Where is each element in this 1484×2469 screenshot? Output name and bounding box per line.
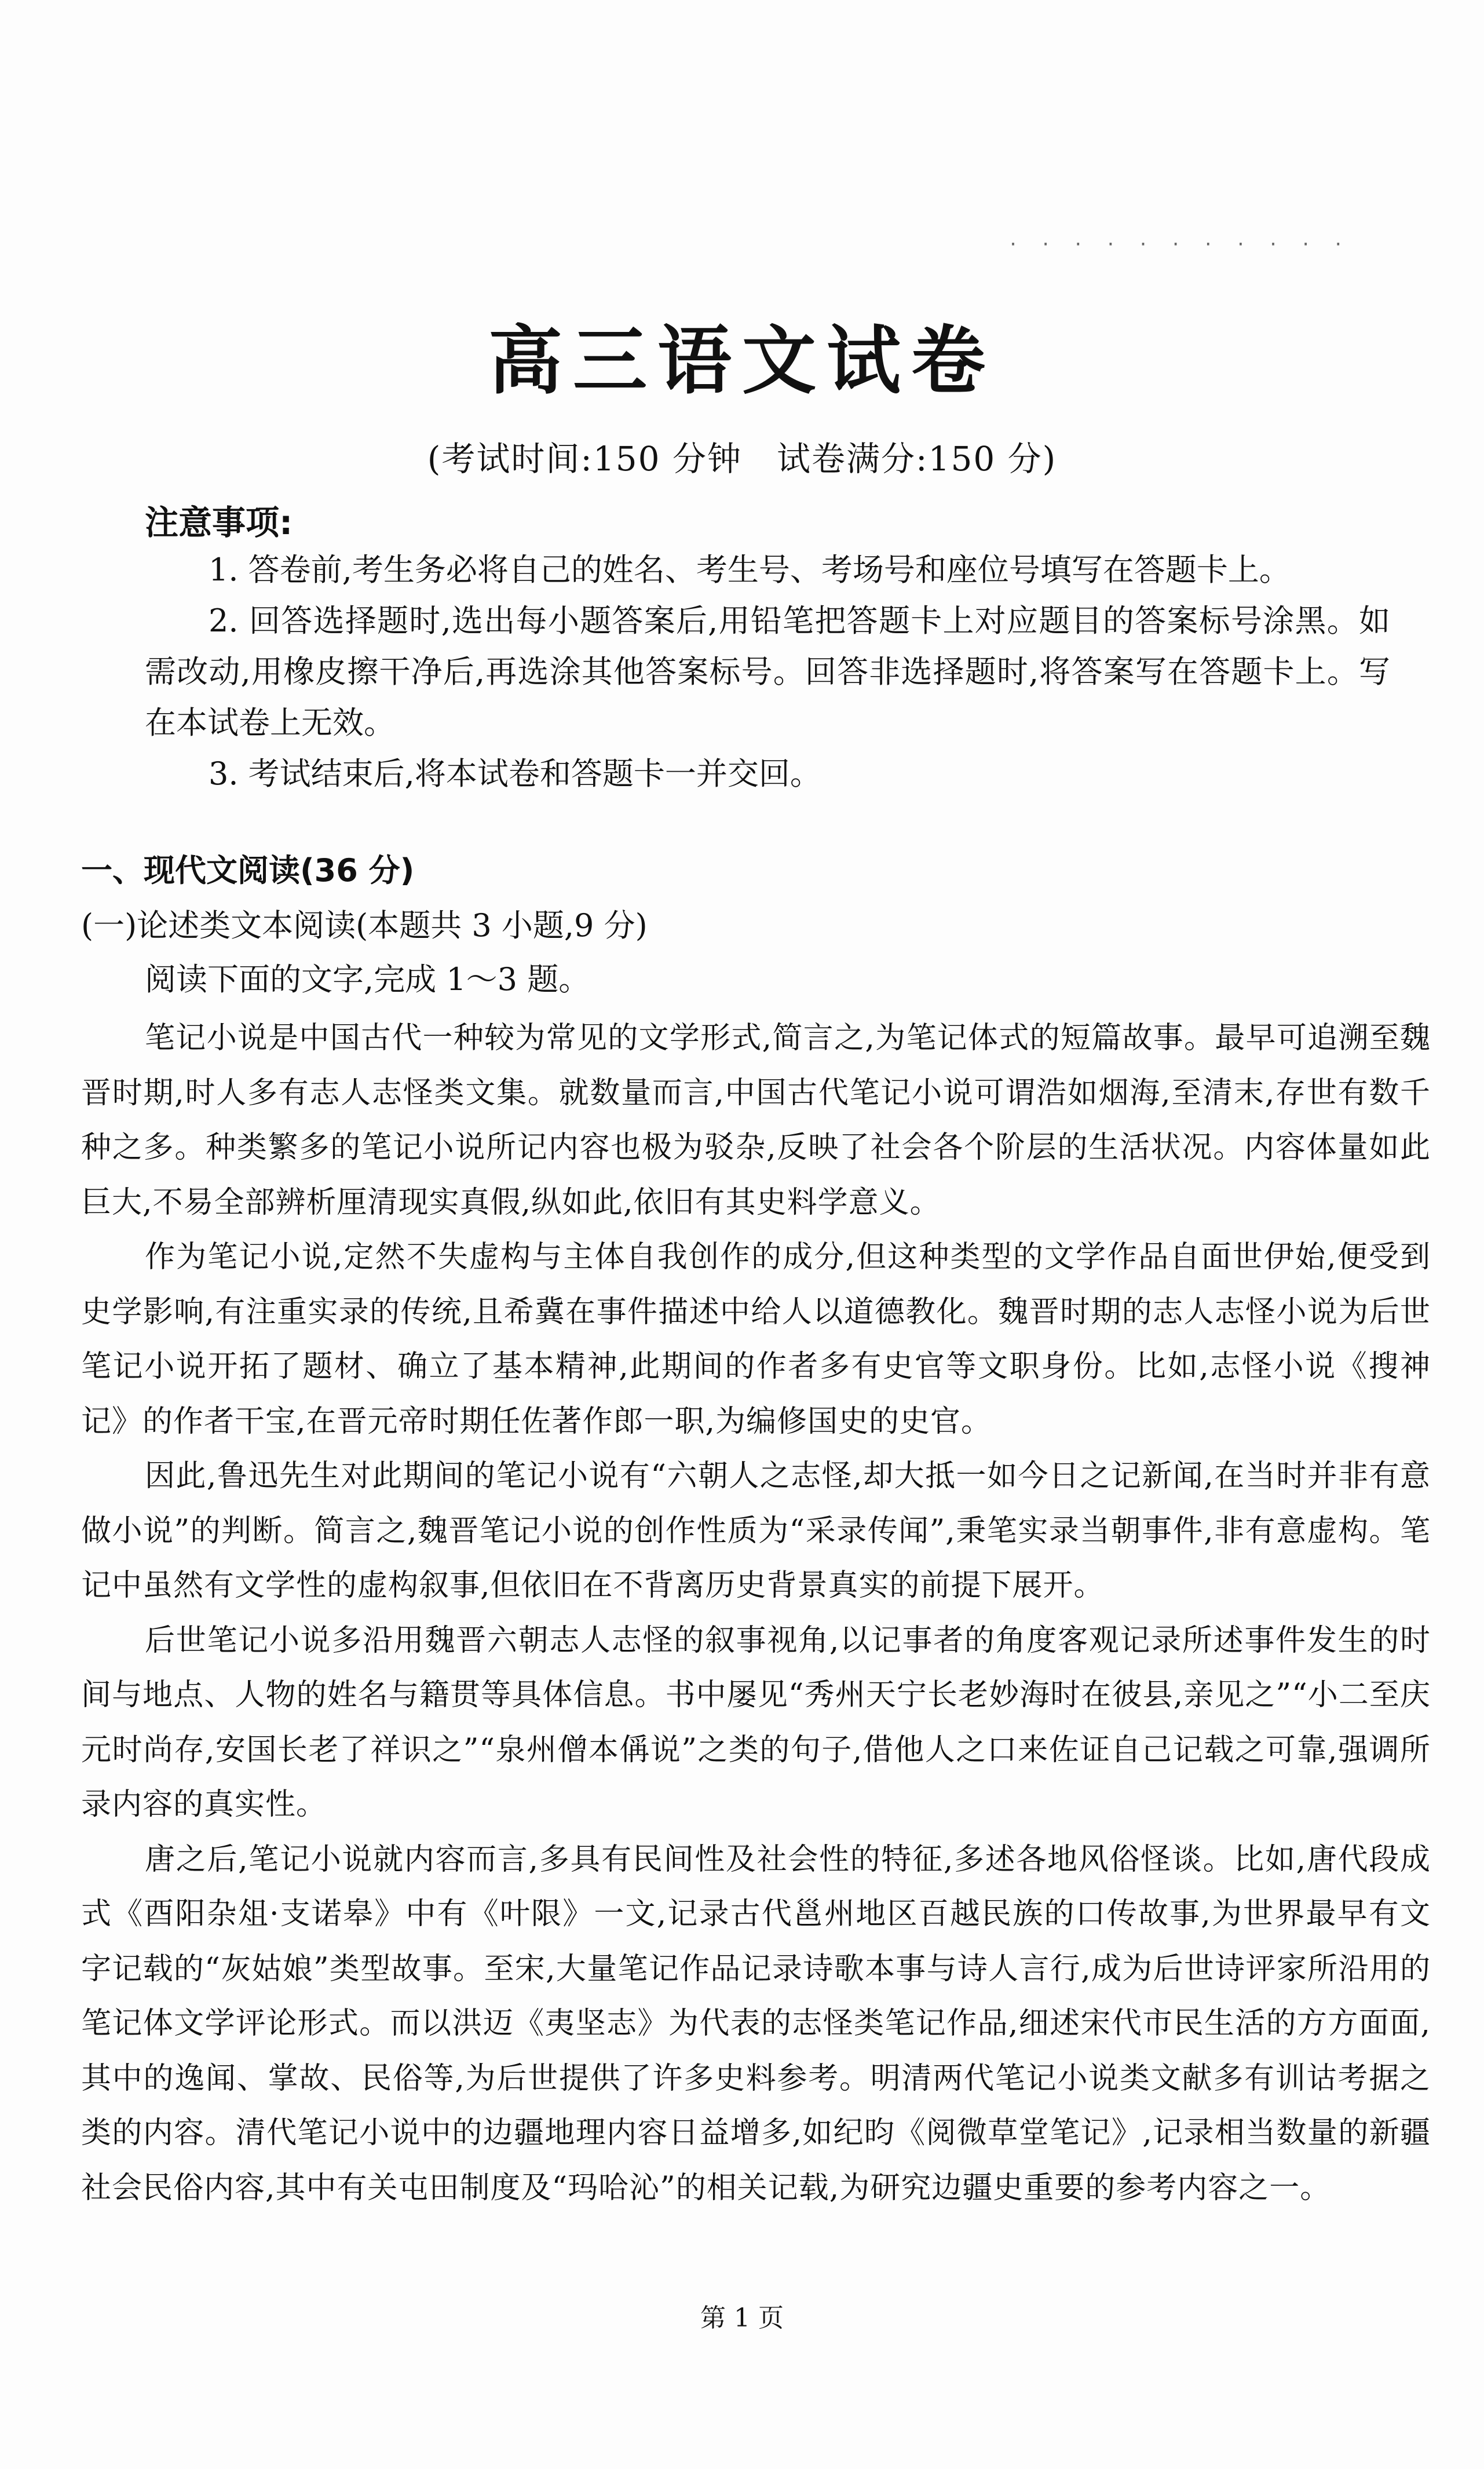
notice-item: 2. 回答选择题时,选出每小题答案后,用铅笔把答题卡上对应题目的答案标号涂黑。如需改动,用橡皮擦干净后,再选涂其他答案标号。回答非选择题时,将答案写在答题卡上。写在本试卷上无效。	[145, 602, 1390, 741]
passage-paragraph: 唐之后,笔记小说就内容而言,多具有民间性及社会性的特征,多述各地风俗怪谈。比如,唐代段成式《酉阳杂俎·支诺皋》中有《叶限》一文,记录古代邕州地区百越民族的口传故事,为世界最早有文字记载的“灰姑娘”类型故事。至宋,大量笔记作品记录诗歌本事与诗人言行,成为后世诗评家所沿用的笔记体文学评论形式。而以洪迈《夷坚志》为代表的志怪类笔记作品,细述宋代市民生活的方方面面,其中的逸闻、掌故、民俗等,为后世提供了许多史料参考。明清两代笔记小说类文献多有训诂考据之类的内容。清代笔记小说中的边疆地理内容日益增多,如纪昀《阅微草堂笔记》,记录相当数量的新疆社会民俗内容,其中有关屯田制度及“玛哈沁”的相关记载,为研究边疆史重要的参考内容之一。	[81, 1842, 1431, 2205]
page-number: 第 1 页	[700, 2303, 784, 2333]
passage-paragraph: 笔记小说是中国古代一种较为常见的文学形式,简言之,为笔记体式的短篇故事。最早可追溯至魏晋时期,时人多有志人志怪类文集。就数量而言,中国古代笔记小说可谓浩如烟海,至清末,存世有数千种之多。种类繁多的笔记小说所记内容也极为驳杂,反映了社会各个阶层的生活状况。内容体量如此巨大,不易全部辨析厘清现实真假,纵如此,依旧有其史料学意义。	[81, 1021, 1431, 1220]
notice-item: 1. 答卷前,考生务必将自己的姓名、考生号、考场号和座位号填写在答题卡上。	[209, 551, 1291, 588]
passage-paragraph: 后世笔记小说多沿用魏晋六朝志人志怪的叙事视角,以记事者的角度客观记录所述事件发生的时间与地点、人物的姓名与籍贯等具体信息。书中屡见“秀州天宁长老妙海时在彼县,亲见之”“小二至庆元时尚存,安国长老了祥识之”“泉州僧本偁说”之类的句子,借他人之口来佐证自己记载之可靠,强调所录内容的真实性。	[81, 1623, 1431, 1822]
page-title: 高三语文试卷	[488, 318, 996, 404]
exam-info: (考试时间:150 分钟 试卷满分:150 分)	[427, 439, 1057, 479]
notice-heading: 注意事项:	[145, 503, 293, 542]
subsection-heading: (一)论述类文本阅读(本题共 3 小题,9 分)	[81, 907, 648, 944]
section-heading: 一、现代文阅读(36 分)	[81, 852, 415, 889]
notice-list	[145, 545, 1390, 799]
scan-marks: · · · · · · · · · · ·	[1008, 235, 1350, 255]
reading-instruction: 阅读下面的文字,完成 1～3 题。	[145, 961, 590, 998]
reading-passage	[81, 1011, 1431, 2215]
notice-item: 3. 考试结束后,将本试卷和答题卡一并交回。	[209, 755, 821, 792]
passage-paragraph: 因此,鲁迅先生对此期间的笔记小说有“六朝人之志怪,却大抵一如今日之记新闻,在当时并非有意做小说”的判断。简言之,魏晋笔记小说的创作性质为“采录传闻”,秉笔实录当朝事件,非有意虚构。笔记中虽然有文学性的虚构叙事,但依旧在不背离历史背景真实的前提下展开。	[81, 1459, 1431, 1603]
passage-paragraph: 作为笔记小说,定然不失虚构与主体自我创作的成分,但这种类型的文学作品自面世伊始,便受到史学影响,有注重实录的传统,且希冀在事件描述中给人以道德教化。魏晋时期的志人志怪小说为后世笔记小说开拓了题材、确立了基本精神,此期间的作者多有史官等文职身份。比如,志怪小说《搜神记》的作者干宝,在晋元帝时期任佐著作郎一职,为编修国史的史官。	[81, 1240, 1431, 1439]
